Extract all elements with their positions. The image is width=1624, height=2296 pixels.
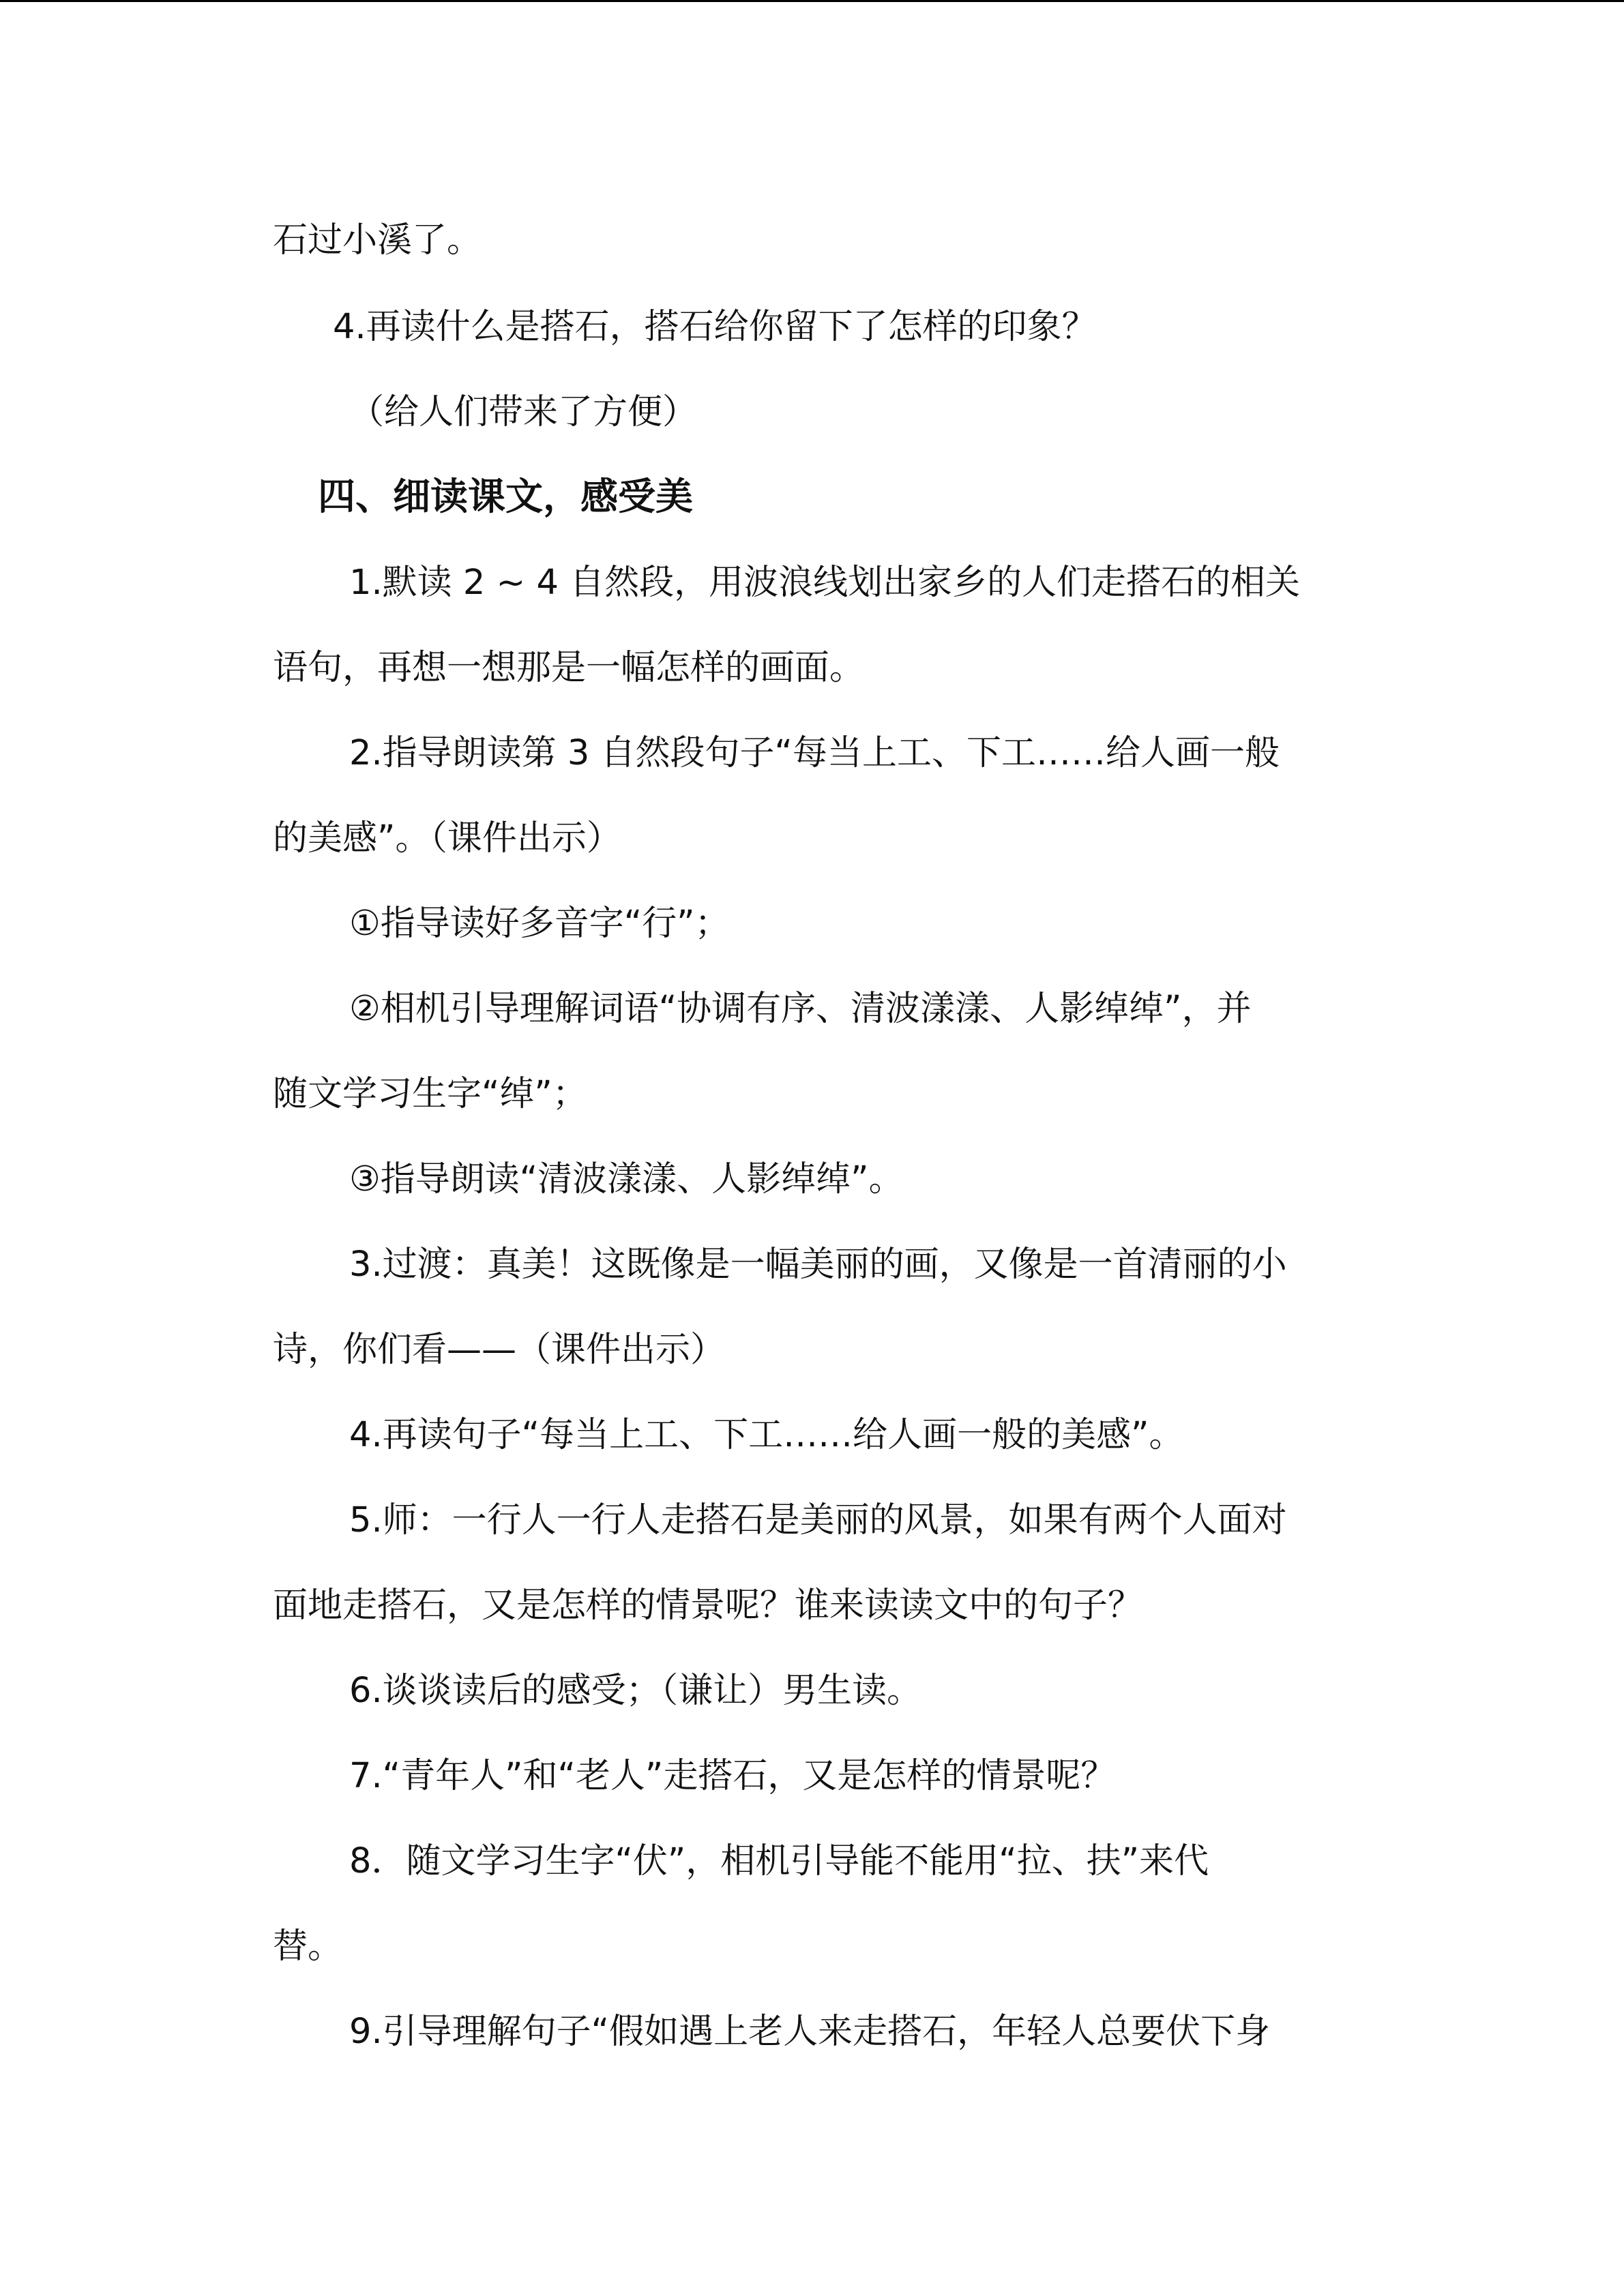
paragraph-line: 8．随文学习生字“伏”，相机引导能不能用“拉、扶”来代	[349, 1841, 1209, 1881]
paragraph-line: 4.再读什么是搭石，搭石给你留下了怎样的印象？	[333, 307, 1097, 347]
paragraph-line: 2.指导朗读第 3 自然段句子“每当上工、下工……给人画一般	[349, 733, 1280, 773]
paragraph-line: ②相机引导理解词语“协调有序、清波漾漾、人影绰绰”，并	[349, 989, 1252, 1029]
paragraph-line: 6.谈谈读后的感受；（谦让）男生读。	[349, 1671, 922, 1711]
paragraph-line: 面地走搭石，又是怎样的情景呢？谁来读读文中的句子？	[273, 1585, 1143, 1626]
paragraph-line: 石过小溪了。	[273, 220, 482, 260]
paragraph-line: 替。	[273, 1926, 343, 1967]
paragraph-line: 的美感”。（课件出示）	[273, 818, 621, 859]
paragraph-line: 1.默读 2 ~ 4 自然段，用波浪线划出家乡的人们走搭石的相关	[349, 563, 1301, 603]
paragraph-line: 4.再读句子“每当上工、下工……给人画一般的美感”。	[349, 1415, 1184, 1455]
paragraph-line: ③指导朗读“清波漾漾、人影绰绰”。	[349, 1159, 904, 1199]
paragraph-line: （给人们带来了方便）	[349, 392, 698, 432]
paragraph-line: 语句，再想一想那是一幅怎样的画面。	[273, 648, 865, 688]
paragraph-line: 5.师：一行人一行人走搭石是美丽的风景，如果有两个人面对	[349, 1500, 1287, 1540]
paragraph-line: 随文学习生字“绰”；	[273, 1074, 587, 1114]
paragraph-line: 诗，你们看——（课件出示）	[273, 1330, 726, 1370]
paragraph-line: 3.过渡：真美！这既像是一幅美丽的画，又像是一首清丽的小	[349, 1244, 1287, 1285]
paragraph-line: 9.引导理解句子“假如遇上老人来走搭石，年轻人总要伏下身	[349, 2012, 1271, 2052]
paragraph-line: 7.“青年人”和“老人”走搭石，又是怎样的情景呢？	[349, 1756, 1116, 1796]
section-heading: 四、细读课文，感受美	[318, 475, 694, 518]
paragraph-line: ①指导读好多音字“行”；	[349, 904, 730, 944]
